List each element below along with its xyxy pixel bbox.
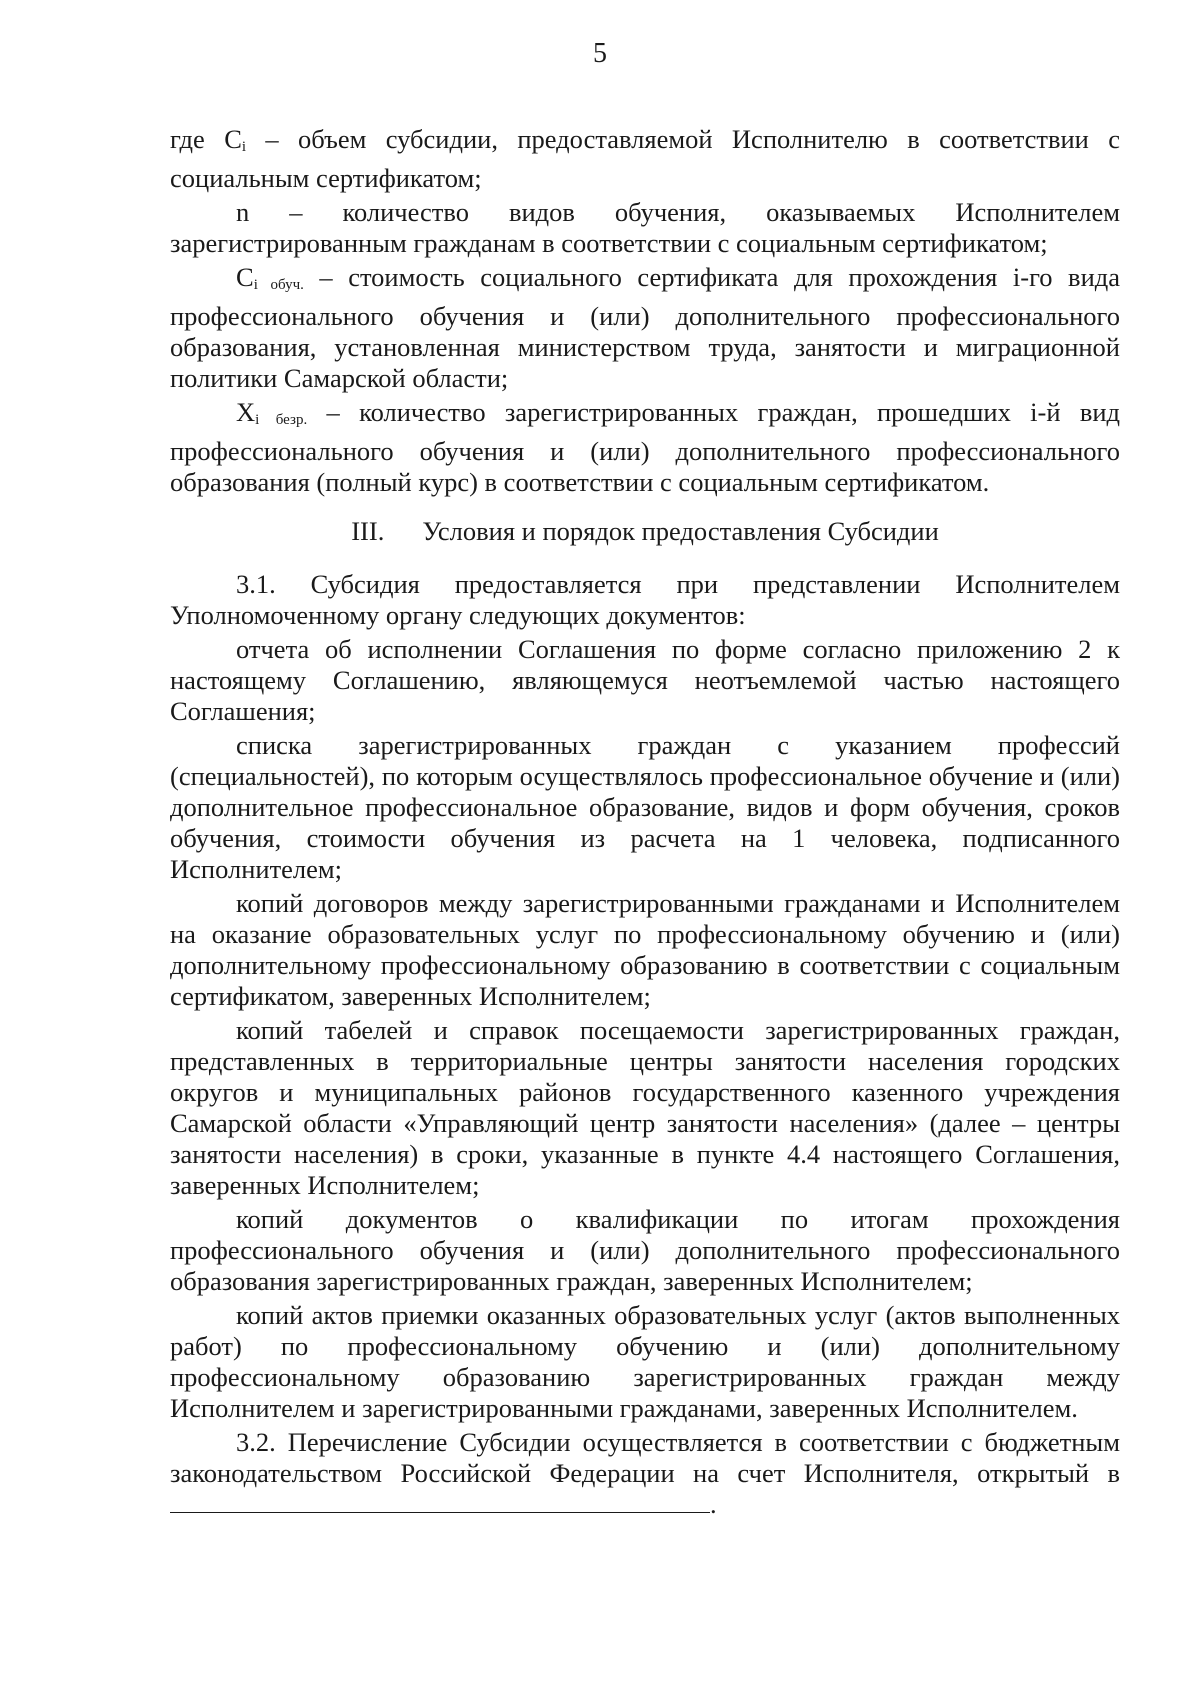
symbol-subscript: i обуч. [253,277,304,293]
paragraph-3-1: 3.1. Субсидия предоставляется при представлении Исполнителем Уполномоченному органу следующих документов: [170,569,1120,630]
definition-prefix: где [170,124,225,154]
formula-symbol [236,262,304,292]
formula-symbol [236,397,307,427]
formula-symbol [224,124,246,154]
section-number: III. [351,516,385,546]
symbol-subscript: i [241,139,247,155]
paragraph-3-2-end: . [710,1489,717,1519]
definition-text: – количество зарегистрированных граждан, прошедших i-й вид профессионального обучения и (или) дополнительного профессионального образования (полный курс) в соответствии с социальным сертификатом. [170,397,1120,497]
symbol-letter: C [224,124,242,154]
document-body [170,124,1120,1520]
definition-n [170,197,1120,259]
list-item-report: отчета об исполнении Соглашения по форме согласно приложению 2 к настоящему Соглашению, являющемуся неотъемлемой частью настоящего Соглашения; [170,634,1120,726]
definition-text: – количество видов обучения, оказываемых Исполнителем зарегистрированным гражданам в соответствии с социальным сертификатом; [170,197,1120,258]
symbol-letter: C [236,262,254,292]
formula-symbol [236,197,249,227]
section-heading [170,516,1120,547]
list-item-attendance: копий табелей и справок посещаемости зарегистрированных граждан, представленных в территориальные центры занятости населения городских округов и муниципальных районов государственного казенного учреждения Самарской области «Управляющий центр занятости населения» (далее – центры занятости населения) в сроки, указанные в пункте 4.4 настоящего Соглашения, заверенных Исполнителем; [170,1015,1120,1200]
definition-ci [170,124,1120,194]
list-item-contracts: копий договоров между зарегистрированными гражданами и Исполнителем на оказание образовательных услуг по профессиональному обучению и (или) дополнительному профессиональному образованию в соответствии с социальным сертификатом, заверенных Исполнителем; [170,888,1120,1011]
paragraph-3-2 [170,1427,1120,1520]
list-item-acts: копий актов приемки оказанных образовательных услуг (актов выполненных работ) по профессиональному обучению и (или) дополнительному профессиональному образованию зарегистрированных граждан между Исполнителем и зарегистрированными гражданами, заверенных Исполнителем. [170,1300,1120,1423]
definition-xi-bezr [170,397,1120,498]
symbol-subscript: i безр. [255,412,308,428]
account-blank-line [170,1490,710,1513]
list-item-citizens-list: списка зарегистрированных граждан с указанием профессий (специальностей), по которым осуществлялось профессиональное обучение и (или) дополнительное профессиональное образование, видов и форм обучения, сроков обучения, стоимости обучения из расчета на 1 человека, подписанного Исполнителем; [170,730,1120,884]
paragraph-3-2-text: 3.2. Перечисление Субсидии осуществляется в соответствии с бюджетным законодательством Российской Федерации на счет Исполнителя, открытый в [170,1427,1120,1488]
symbol-letter: X [236,397,256,427]
list-item-qualification: копий документов о квалификации по итогам прохождения профессионального обучения и (или) дополнительного профессионального образования зарегистрированных граждан, заверенных Исполнителем; [170,1204,1120,1296]
definition-text: – стоимость социального сертификата для прохождения i-го вида профессионального обучения и (или) дополнительного профессионального образования, установленная министерством труда, занятости и миграционной политики Самарской области; [170,262,1120,393]
section-title: Условия и порядок предоставления Субсидии [422,516,939,546]
definition-text: – объем субсидии, предоставляемой Исполнителю в соответствии с социальным сертификатом; [170,124,1121,193]
definition-ci-obuch [170,262,1120,394]
symbol-letter: n [236,197,250,227]
page-number: 5 [593,38,607,69]
